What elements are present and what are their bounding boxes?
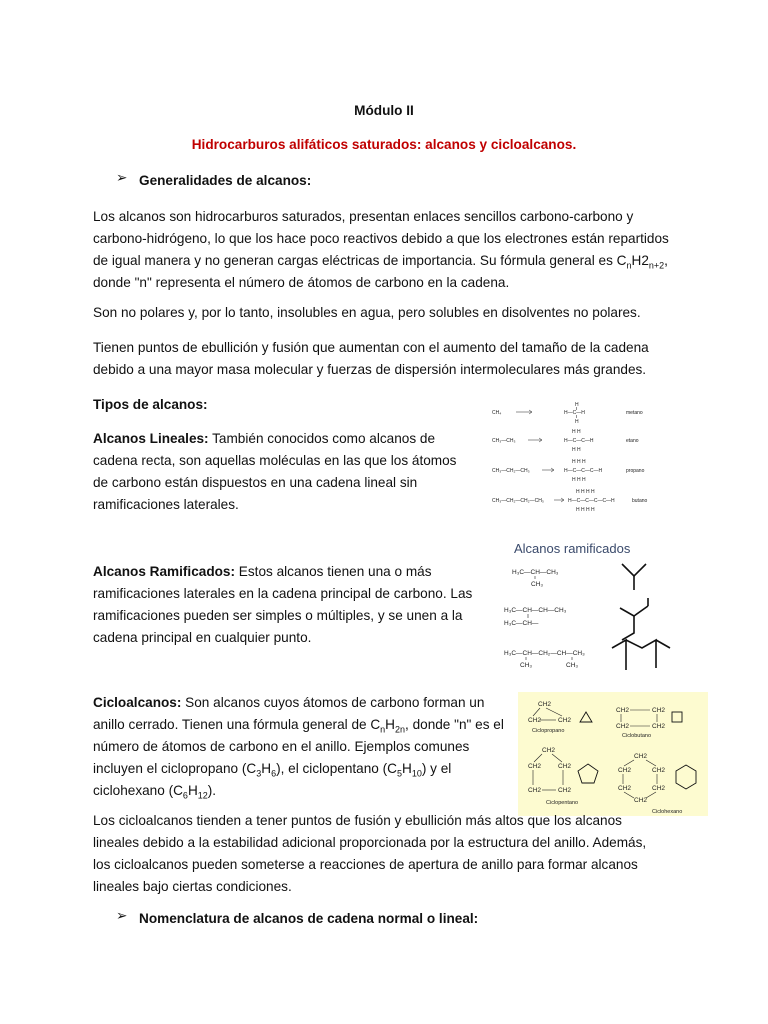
svg-text:CH2: CH2	[634, 753, 648, 760]
cycloalkanes-figure	[518, 692, 708, 816]
svg-text:H₃C—CH—: H₃C—CH—	[504, 620, 539, 627]
name-etano: etano	[626, 438, 639, 444]
branched-title: Alcanos ramificados	[514, 541, 631, 556]
label-ciclohexano: Ciclohexano	[652, 809, 683, 815]
branched-alkanes-figure	[500, 536, 680, 676]
condensed-metano: CH₄	[492, 410, 502, 416]
svg-text:CH₃: CH₃	[520, 662, 533, 669]
svg-text:H—C—C—H: H—C—C—H	[564, 438, 594, 444]
paragraph-cicloalcanos: Cicloalcanos: Son alcanos cuyos átomos de carbono forman un anillo cerrado. Tienen una fórmula general de $C_nH_{2n}$, donde "n" es el número de átomos de carbono en el anillo. Ejemplos comunes incluyen el ciclopropano $(C_3H_6)$, el ciclopentano $(C_5H_{10})$ y el ciclohexano $(C_6H_{12})$.	[93, 695, 504, 801]
paragraph-ramificados: Alcanos Ramificados: Estos alcanos tienen una o más ramificaciones laterales en la cadena principal de carbono. Las ramificaciones pueden ser simples o múltiples, y se unen a la cadena principal en cualquier punto.	[93, 564, 473, 645]
label-ciclobutano: Ciclobutano	[622, 733, 652, 739]
svg-text:CH2: CH2	[652, 785, 666, 792]
svg-text:CH2: CH2	[558, 787, 572, 794]
linear-alkanes-figure	[486, 398, 666, 520]
condensed-butano: CH₃—CH₂—CH₂—CH₃	[492, 498, 544, 504]
svg-text:CH2: CH2	[558, 717, 572, 724]
svg-text:H—C—H: H—C—H	[564, 410, 585, 416]
bullet-icon: ➢	[116, 170, 128, 185]
svg-text:CH2: CH2	[618, 785, 632, 792]
label-ciclopentano: Ciclopentano	[546, 800, 579, 806]
module-title: Módulo II	[354, 103, 414, 118]
svg-text:CH2: CH2	[528, 787, 542, 794]
svg-text:CH2: CH2	[528, 763, 542, 770]
svg-text:CH2: CH2	[652, 723, 666, 730]
svg-text:CH2: CH2	[542, 747, 556, 754]
section-heading-generalidades: Generalidades de alcanos:	[139, 173, 312, 188]
svg-text:H H: H H	[572, 429, 581, 435]
paragraph-cicloalcanos-propiedades: Los cicloalcanos tienden a tener puntos de fusión y ebullición más altos que los alcanos lineales debido a la estabilidad adicional proporcionada por la estructura del anillo. Además, los cicloalcanos pueden someterse a reacciones de apertura de anillo para formar alcanos lineales bajo ciertas condiciones.	[93, 813, 647, 894]
svg-text:H H H H: H H H H	[576, 507, 595, 513]
branched-formula-1: H₃C—CH—CH₃	[512, 569, 559, 576]
svg-text:CH₃: CH₃	[531, 581, 544, 588]
condensed-propano: CH₃—CH₂—CH₃	[492, 468, 530, 474]
paragraph-alcanos-intro: Los alcanos son hidrocarburos saturados, presentan enlaces sencillos carbono-carbono y carbono-hidrógeno, lo que los hace poco reactivos debido a que los electrones están repartidos de igual manera y no generan cargas eléctricas de importancia. Su fórmula general es $C_nH2_{n+2}$, donde "n" representa el número de átomos de carbono en la cadena.	[93, 209, 669, 290]
svg-text:CH2: CH2	[652, 707, 666, 714]
svg-text:H H H: H H H	[572, 477, 586, 483]
section-heading-nomenclatura: Nomenclatura de alcanos de cadena normal o lineal:	[139, 911, 479, 926]
svg-text:CH2: CH2	[538, 701, 552, 708]
svg-text:CH2: CH2	[616, 723, 630, 730]
name-propano: propano	[626, 468, 645, 474]
label-ciclopropano: Ciclopropano	[532, 728, 565, 734]
tipos-heading: Tipos de alcanos:	[93, 397, 208, 412]
svg-text:CH₃: CH₃	[566, 662, 579, 669]
branched-formula-2: H₃C—CH—CH—CH₃	[504, 607, 567, 614]
svg-text:CH2: CH2	[528, 717, 542, 724]
svg-text:H—C—C—C—H: H—C—C—C—H	[564, 468, 603, 474]
paragraph-ebullicion: Tienen puntos de ebullición y fusión que aumentan con el aumento del tamaño de la cadena debido a una mayor masa molecular y fuerzas de dispersión intermoleculares más grandes.	[93, 340, 649, 377]
svg-text:CH2: CH2	[652, 767, 666, 774]
svg-text:CH2: CH2	[618, 767, 632, 774]
branched-formula-3: H₃C—CH—CH₂—CH—CH₃	[504, 650, 585, 657]
svg-text:CH2: CH2	[558, 763, 572, 770]
svg-text:H H H H: H H H H	[576, 489, 595, 495]
bullet-icon-2: ➢	[116, 908, 128, 923]
paragraph-lineales: Alcanos Lineales: También conocidos como alcanos de cadena recta, son aquellas moléculas en las que los átomos de carbono están dispuestos en una cadena lineal sin ramificaciones laterales.	[93, 431, 457, 512]
svg-text:H—C—C—C—C—H: H—C—C—C—C—H	[568, 498, 615, 504]
name-metano: metano	[626, 410, 643, 416]
svg-text:H: H	[575, 402, 579, 408]
svg-text:H H: H H	[572, 447, 581, 453]
svg-text:H H H: H H H	[572, 459, 586, 465]
condensed-etano: CH₃—CH₃	[492, 438, 516, 444]
svg-text:CH2: CH2	[616, 707, 630, 714]
svg-text:H: H	[575, 419, 579, 425]
subtitle: Hidrocarburos alifáticos saturados: alcanos y cicloalcanos.	[191, 137, 577, 152]
name-butano: butano	[632, 498, 648, 504]
svg-text:CH2: CH2	[634, 797, 648, 804]
paragraph-polaridad: Son no polares y, por lo tanto, insolubles en agua, pero solubles en disolventes no polares.	[93, 305, 641, 320]
